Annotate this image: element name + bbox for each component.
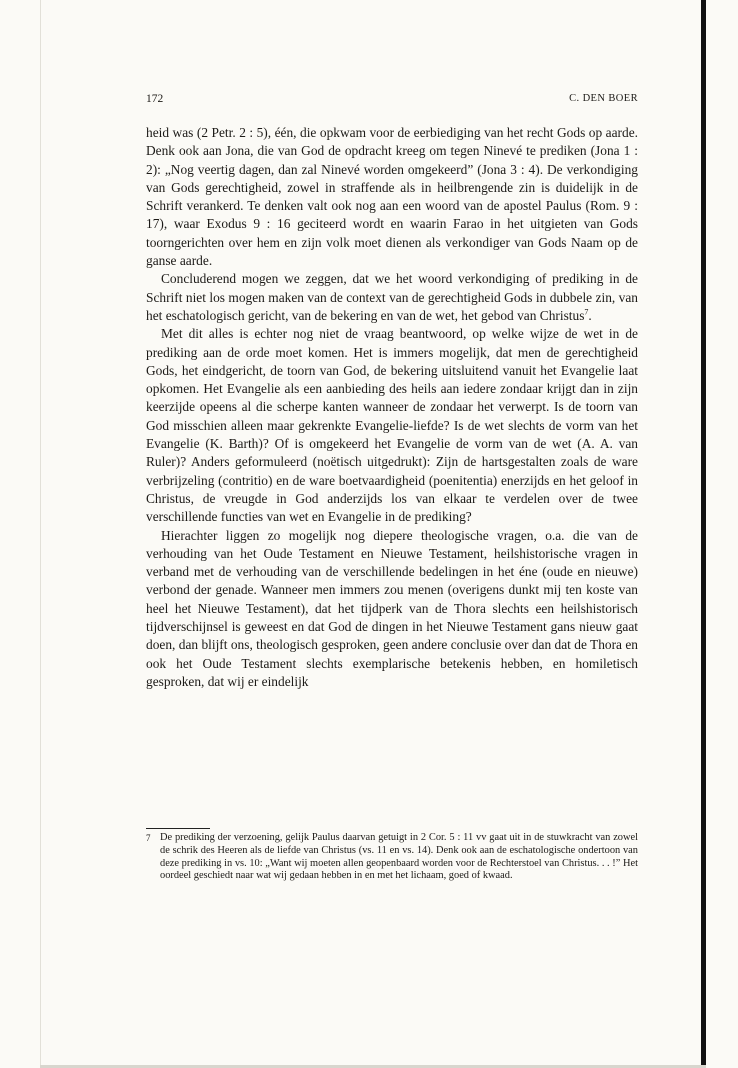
paragraph-3: Met dit alles is echter nog niet de vraag beantwoord, op welke wijze de wet in de prediking aan de orde moet komen. Het is immers mogelijk, dat men de gerechtigheid Gods, het eindgericht, de toorn van God, de bekering uitsluitend vanuit het Evangelie laat opkomen. Het Evangelie als een aanbieding des heils aan iedere zondaar krijgt dan in zijn keerzijde opeens al die scherpe kanten wanneer de zondaar het verwerpt. Is de toorn van God misschien alleen maar gekrenkte Evangelie-liefde? Is de wet slechts de vorm van het Evangelie (K. Barth)? Of is omgekeerd het Evangelie de vorm van de wet (A. A. van Ruler)? Anders geformuleerd (noëtisch uitgedrukt): Zijn de hartsgestalten zoals de ware verbrijzeling (contritio) en de ware boetvaardigheid (poenitentia) enerzijds en het geloof in Christus, de vreugde in God anderzijds los van elkaar te verdelen over de twee verschillende functies van wet en Evangelie in de prediking? bbox=[146, 326, 638, 525]
page-edge-left bbox=[40, 0, 41, 1068]
running-header bbox=[146, 93, 638, 107]
body-text bbox=[146, 124, 638, 691]
page-edge-right bbox=[701, 0, 706, 1068]
footnote-rule bbox=[146, 828, 210, 829]
paragraph-1: heid was (2 Petr. 2 : 5), één, die opkwam voor de eerbiediging van het recht Gods op aarde. Denk ook aan Jona, die van God de opdracht kreeg om tegen Ninevé te prediken (Jona 1 : 2): „Nog veertig dagen, dan zal Ninevé worden omgekeerd” (Jona 3 : 4). De verkondiging van Gods gerechtigheid, zowel in straffende als in heilbrengende zin is duidelijk in de Schrift verankerd. Te denken valt ook nog aan een woord van de apostel Paulus (Rom. 9 : 17), waar Exodus 9 : 16 geciteerd wordt en waarin Farao in het uitgieten van Gods toorngerichten over hem en zijn volk moet dienen als verkondiger van Gods Naam op de ganse aarde. bbox=[146, 125, 638, 269]
paragraph-2-text: Concluderend mogen we zeggen, dat we het woord verkondiging of prediking in de Schrift niet los mogen maken van de context van de gerechtigheid Gods in dubbele zin, van het eschatologisch gericht, van de bekering en van de wet, het gebod van Christus bbox=[146, 271, 638, 323]
paragraph-2-end: . bbox=[588, 307, 592, 323]
running-head-author: C. DEN BOER bbox=[569, 93, 638, 104]
footnote bbox=[146, 832, 638, 883]
paragraph-2 bbox=[146, 270, 638, 325]
paragraph-4: Hierachter liggen zo mogelijk nog diepere theologische vragen, o.a. die van de verhouding van het Oude Testament en Nieuwe Testament, heilshistorische vragen in verband met de verhouding van de verschillende bedelingen in het éne (oude en nieuwe) verbond der genade. Wanneer men immers zou menen (overigens dunkt mij ten koste van heel het Nieuwe Testament), dat het tijdperk van de Thora slechts een heilshistorisch tijdverschijnsel is geweest en dat God de dingen in het Nieuwe Testament gans nieuw gaat doen, dan blijft ons, theologisch gesproken, geen andere conclusie over dan dat de Thora en ook het Oude Testament slechts exemplarische betekenis hebben, en homiletisch gesproken, dat wij er eindelijk bbox=[146, 527, 638, 689]
footnote-reference: 7 bbox=[584, 307, 589, 317]
footnote-text: De prediking der verzoening, gelijk Paulus daarvan getuigt in 2 Cor. 5 : 11 vv gaat uit in de stuwkracht van zowel de schrik des Heeren als de liefde van Christus (vs. 11 en vs. 14). Denk ook aan de eschatologische ondertoon van deze prediking in vs. 10: „Want wij moeten allen geopenbaard worden voor de Rechterstoel van Christus. . . !” Het oordeel geschiedt naar wat wij gedaan hebben in en met het lichaam, goed of kwaad. bbox=[160, 832, 638, 882]
footnote-number: 7 bbox=[146, 833, 151, 843]
page-number: 172 bbox=[146, 93, 164, 105]
